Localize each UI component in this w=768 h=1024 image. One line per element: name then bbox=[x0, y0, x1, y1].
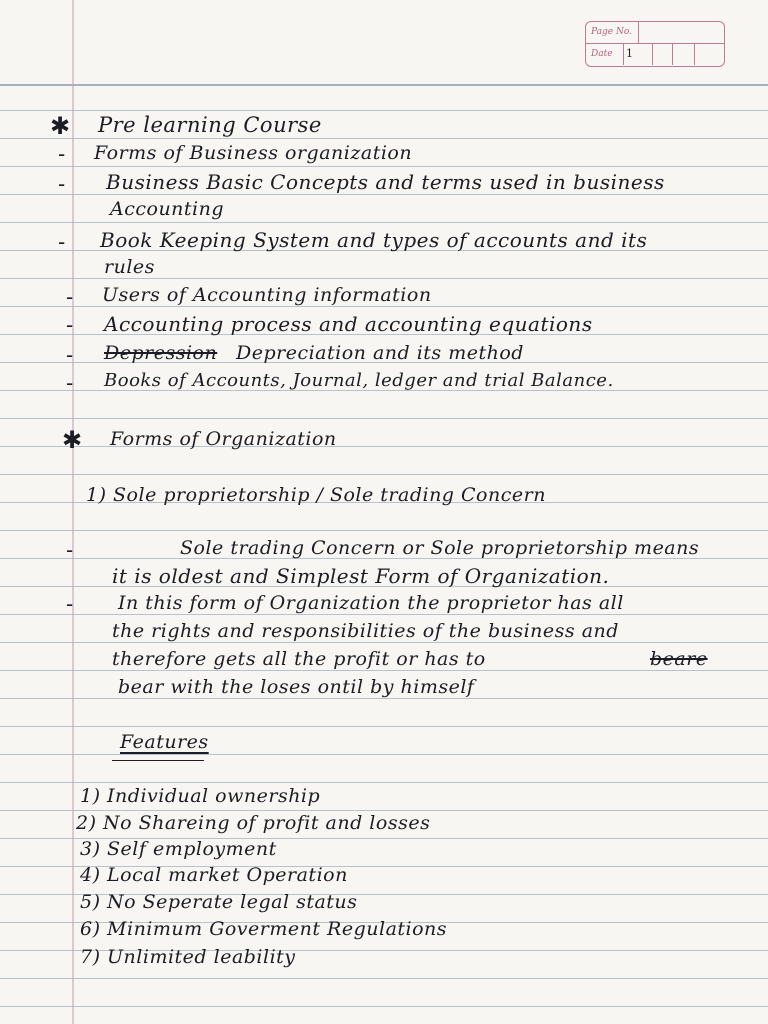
list-item: Users of Accounting information bbox=[102, 284, 432, 306]
feature-item: 6) Minimum Goverment Regulations bbox=[80, 918, 448, 940]
list-item-continuation: rules bbox=[104, 256, 155, 278]
list-item: Forms of Business organization bbox=[94, 142, 413, 164]
dash-bullet: - bbox=[58, 142, 66, 166]
dash-bullet: - bbox=[66, 285, 74, 309]
page-no-row bbox=[586, 22, 724, 44]
struck-word: beare bbox=[650, 648, 708, 670]
dash-bullet: - bbox=[66, 343, 74, 367]
list-item: Book Keeping System and types of accounts and its bbox=[100, 228, 648, 252]
feature-item: 1) Individual ownership bbox=[80, 785, 321, 807]
asterisk-icon: ✱ bbox=[62, 426, 83, 454]
section-title-forms: Forms of Organization bbox=[110, 428, 337, 450]
list-item: Business Basic Concepts and terms used in business bbox=[106, 170, 665, 194]
feature-item: 7) Unlimited leability bbox=[80, 946, 296, 968]
feature-item: 2) No Shareing of profit and losses bbox=[76, 812, 431, 834]
date-label: Date bbox=[591, 49, 613, 59]
dash-bullet: - bbox=[66, 592, 74, 616]
dash-bullet: - bbox=[58, 172, 66, 196]
dash-bullet: - bbox=[66, 538, 74, 562]
feature-item: 4) Local market Operation bbox=[80, 864, 348, 886]
margin-line bbox=[72, 0, 74, 1024]
page-no-label: Page No. bbox=[591, 27, 632, 37]
dash-bullet: - bbox=[66, 313, 74, 337]
date-row bbox=[586, 44, 724, 65]
section-title-pre-learning: Pre learning Course bbox=[98, 113, 322, 137]
date-value: 1 bbox=[626, 47, 633, 60]
list-item: Books of Accounts, Journal, ledger and trial Balance. bbox=[104, 370, 614, 391]
page-header-box bbox=[585, 21, 725, 67]
feature-item: 5) No Seperate legal status bbox=[80, 891, 358, 913]
list-item: Depreciation and its method bbox=[236, 342, 524, 364]
list-item-continuation: Accounting bbox=[110, 198, 225, 220]
sub-heading: 1) Sole proprietorship / Sole trading Concern bbox=[86, 484, 546, 506]
asterisk-icon: ✱ bbox=[50, 112, 71, 140]
paragraph-line: In this form of Organization the proprietor has all bbox=[118, 592, 624, 614]
paragraph-line: it is oldest and Simplest Form of Organization. bbox=[112, 564, 610, 588]
paragraph-line: bear with the loses ontil by himself bbox=[118, 676, 475, 698]
list-item: Accounting process and accounting equations bbox=[104, 312, 593, 336]
struck-word: Depression bbox=[104, 342, 218, 364]
features-heading: Features bbox=[120, 731, 209, 753]
features-double-underline bbox=[112, 760, 204, 761]
paragraph-line: Sole trading Concern or Sole proprietorship means bbox=[180, 537, 700, 559]
paragraph-line: the rights and responsibilities of the business and bbox=[112, 620, 619, 642]
dash-bullet: - bbox=[66, 371, 74, 395]
paragraph-line: therefore gets all the profit or has to bbox=[112, 648, 486, 670]
feature-item: 3) Self employment bbox=[80, 838, 277, 860]
dash-bullet: - bbox=[58, 230, 66, 254]
